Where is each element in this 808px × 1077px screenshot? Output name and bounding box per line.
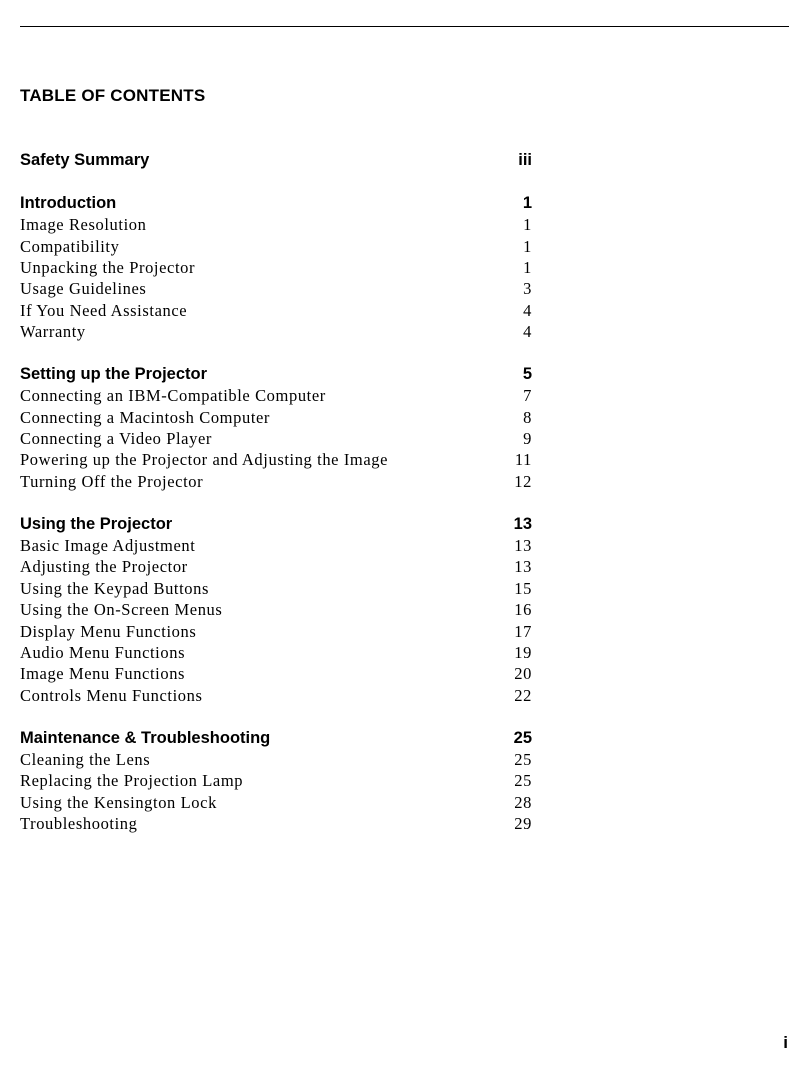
toc-entry-title: If You Need Assistance: [20, 300, 188, 320]
toc-entry-title: Image Menu Functions: [20, 664, 186, 684]
table-of-contents: [20, 150, 532, 856]
toc-entry[interactable]: [20, 813, 532, 834]
toc-entry-title: Basic Image Adjustment: [20, 536, 196, 556]
toc-entry-page: 13: [514, 557, 532, 577]
toc-entry[interactable]: [20, 471, 532, 492]
toc-entry-page: 22: [514, 685, 532, 705]
toc-section-page: 1: [522, 193, 532, 212]
toc-section-heading[interactable]: [20, 150, 532, 171]
toc-entry-title: Controls Menu Functions: [20, 685, 203, 705]
toc-entry-title: Connecting a Macintosh Computer: [20, 407, 271, 427]
toc-entry-title: Cleaning the Lens: [20, 749, 151, 769]
toc-entry[interactable]: [20, 770, 532, 791]
toc-entry[interactable]: [20, 642, 532, 663]
toc-entry[interactable]: [20, 621, 532, 642]
toc-entry-title: Compatibility: [20, 236, 120, 256]
toc-entry-title: Turning Off the Projector: [20, 471, 204, 491]
toc-entry-page: 11: [514, 450, 532, 470]
toc-entry-page: 12: [514, 471, 532, 491]
toc-entry-page: 7: [523, 386, 532, 406]
toc-entry-page: 1: [523, 236, 532, 256]
toc-entry-page: 13: [514, 536, 532, 556]
toc-entry-title: Replacing the Projection Lamp: [20, 771, 244, 791]
toc-entry-page: 4: [523, 322, 532, 342]
toc-entry-title: Powering up the Projector and Adjusting the Image: [20, 450, 389, 470]
toc-entry[interactable]: [20, 385, 532, 406]
toc-entry-page: 1: [523, 215, 532, 235]
page-title: TABLE OF CONTENTS: [20, 86, 206, 105]
toc-entry-page: 25: [514, 771, 532, 791]
toc-entry-page: 19: [514, 642, 532, 662]
toc-entry[interactable]: [20, 257, 532, 278]
toc-entry-page: 17: [514, 621, 532, 641]
toc-entry-title: Connecting an IBM-Compatible Computer: [20, 386, 326, 406]
toc-entry-title: Image Resolution: [20, 215, 147, 235]
toc-entry[interactable]: [20, 685, 532, 706]
page-number: i: [783, 1033, 788, 1052]
toc-entry-page: 16: [514, 600, 532, 620]
toc-entry-page: 25: [514, 749, 532, 769]
toc-section-title: Setting up the Projector: [20, 364, 208, 383]
toc-entry-title: Adjusting the Projector: [20, 557, 188, 577]
toc-section: [20, 150, 532, 171]
toc-entry-page: 1: [523, 257, 532, 277]
toc-entry-title: Using the Keypad Buttons: [20, 578, 210, 598]
toc-entry[interactable]: [20, 214, 532, 235]
toc-section-title: Using the Projector: [20, 514, 173, 533]
toc-entry[interactable]: [20, 556, 532, 577]
toc-section-title: Introduction: [20, 193, 117, 212]
toc-entry[interactable]: [20, 749, 532, 770]
toc-section-page: 25: [513, 728, 532, 747]
toc-entry-title: Audio Menu Functions: [20, 642, 186, 662]
toc-entry-title: Display Menu Functions: [20, 621, 197, 641]
toc-entry-title: Warranty: [20, 322, 86, 342]
toc-section-page: 5: [522, 364, 532, 383]
toc-entry-title: Troubleshooting: [20, 814, 138, 834]
toc-section-page: iii: [518, 151, 532, 169]
toc-section-heading[interactable]: [20, 364, 532, 385]
top-rule: [20, 26, 789, 27]
toc-entry[interactable]: [20, 236, 532, 257]
toc-entry[interactable]: [20, 278, 532, 299]
toc-entry-page: 20: [514, 664, 532, 684]
toc-section: [20, 514, 532, 707]
toc-entry-page: 29: [514, 814, 532, 834]
toc-entry[interactable]: [20, 792, 532, 813]
toc-section-title: Safety Summary: [20, 151, 150, 169]
toc-entry[interactable]: [20, 300, 532, 321]
toc-entry-page: 15: [514, 578, 532, 598]
toc-section: [20, 193, 532, 343]
toc-entry[interactable]: [20, 599, 532, 620]
toc-section: [20, 728, 532, 835]
toc-entry[interactable]: [20, 428, 532, 449]
toc-entry-title: Using the On-Screen Menus: [20, 600, 223, 620]
toc-entry[interactable]: [20, 535, 532, 556]
toc-entry-title: Using the Kensington Lock: [20, 792, 217, 812]
toc-entry-page: 8: [523, 407, 532, 427]
toc-entry-title: Usage Guidelines: [20, 279, 147, 299]
toc-entry-title: Connecting a Video Player: [20, 429, 212, 449]
toc-entry-page: 28: [514, 792, 532, 812]
toc-entry[interactable]: [20, 321, 532, 342]
toc-section-title: Maintenance & Troubleshooting: [20, 728, 271, 747]
toc-entry[interactable]: [20, 449, 532, 470]
toc-entry-title: Unpacking the Projector: [20, 257, 196, 277]
toc-entry[interactable]: [20, 578, 532, 599]
toc-entry-page: 3: [523, 279, 532, 299]
toc-entry[interactable]: [20, 407, 532, 428]
toc-entry[interactable]: [20, 663, 532, 684]
toc-section-page: 13: [513, 514, 532, 533]
toc-section: [20, 364, 532, 492]
toc-entry-page: 9: [523, 429, 532, 449]
toc-entry-page: 4: [523, 300, 532, 320]
toc-section-heading[interactable]: [20, 728, 532, 749]
toc-section-heading[interactable]: [20, 514, 532, 535]
toc-section-heading[interactable]: [20, 193, 532, 214]
